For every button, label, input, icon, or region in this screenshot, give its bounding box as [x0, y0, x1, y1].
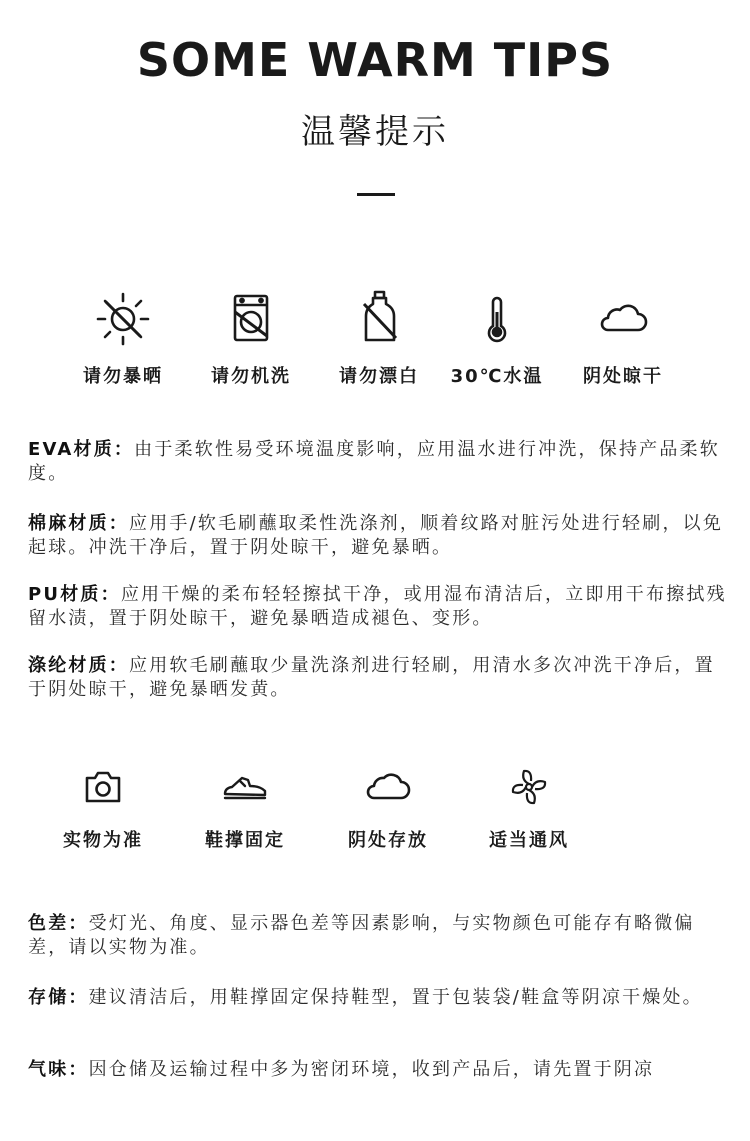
material-note-polyester [28, 654, 728, 702]
storage-label-shade-store: 阴处存放 [348, 830, 428, 851]
note-key: 存储： [28, 987, 89, 1008]
material-note-cotton-linen [28, 512, 728, 560]
storage-label-actual-product: 实物为准 [63, 830, 143, 851]
title-divider [357, 193, 395, 196]
storage-item-actual-product [38, 762, 168, 852]
care-item-shade-dry [558, 288, 688, 388]
fan-icon [504, 762, 554, 812]
note-text: 因仓储及运输过程中多为密闭环境，收到产品后，请先置于阴凉 [88, 1059, 655, 1080]
care-label-no-machine-wash: 请勿机洗 [211, 366, 291, 387]
material-text: 应用干燥的柔布轻轻擦拭干净，或用湿布清洁后，立即用干布擦拭残留水渍，置于阴处晾干，避免暴晒造成褪色、变形。 [28, 584, 727, 629]
material-text: 应用手/软毛刷蘸取柔性洗涤剂，顺着纹路对脏污处进行轻刷，以免起球。冲洗干净后，置于阴处晾干，避免暴晒。 [28, 513, 724, 558]
care-label-water-temp: 30℃水温 [450, 366, 544, 387]
note-text: 建议清洁后，用鞋撑固定保持鞋型，置于包装袋/鞋盒等阴凉干燥处。 [88, 987, 703, 1008]
material-key: 涤纶材质： [28, 655, 129, 676]
material-text: 由于柔软性易受环境温度影响，应用温水进行冲洗，保持产品柔软度。 [28, 439, 720, 484]
material-key: 棉麻材质： [28, 513, 129, 534]
material-key: PU材质： [28, 584, 121, 605]
storage-item-shade-store [323, 762, 453, 852]
care-label-no-sun: 请勿暴晒 [83, 366, 163, 387]
storage-item-ventilation [464, 762, 594, 852]
note-key: 色差： [28, 913, 89, 934]
page-title-en: SOME WARM TIPS [136, 33, 614, 87]
storage-label-shoe-tree: 鞋撑固定 [205, 830, 285, 851]
storage-label-ventilation: 适当通风 [489, 830, 569, 851]
no-bleach-icon [348, 288, 410, 350]
care-item-water-temp [432, 288, 562, 388]
note-color-difference [28, 912, 728, 960]
page-title-cn: 温馨提示 [301, 112, 449, 152]
note-text: 受灯光、角度、显示器色差等因素影响，与实物颜色可能存有略微偏差，请以实物为准。 [28, 913, 695, 958]
storage-item-shoe-tree [180, 762, 310, 852]
material-text: 应用软毛刷蘸取少量洗涤剂进行轻刷，用清水多次冲洗干净后，置于阴处晾干，避免暴晒发黄。 [28, 655, 715, 700]
note-odor [28, 1058, 728, 1082]
no-machine-wash-icon [220, 288, 282, 350]
camera-icon [78, 762, 128, 812]
material-note-eva [28, 438, 728, 486]
note-key: 气味： [28, 1059, 89, 1080]
care-item-no-machine-wash [186, 288, 316, 388]
care-label-shade-dry: 阴处晾干 [583, 366, 663, 387]
cloud-icon [363, 762, 413, 812]
no-sun-icon [92, 288, 154, 350]
care-label-no-bleach: 请勿漂白 [339, 366, 419, 387]
care-item-no-sun [58, 288, 188, 388]
shoe-tree-icon [220, 762, 270, 812]
note-storage [28, 986, 728, 1010]
care-item-no-bleach [314, 288, 444, 388]
cloud-icon [592, 288, 654, 350]
material-key: EVA材质： [28, 439, 135, 460]
thermometer-icon [466, 288, 528, 350]
material-note-pu [28, 583, 728, 631]
